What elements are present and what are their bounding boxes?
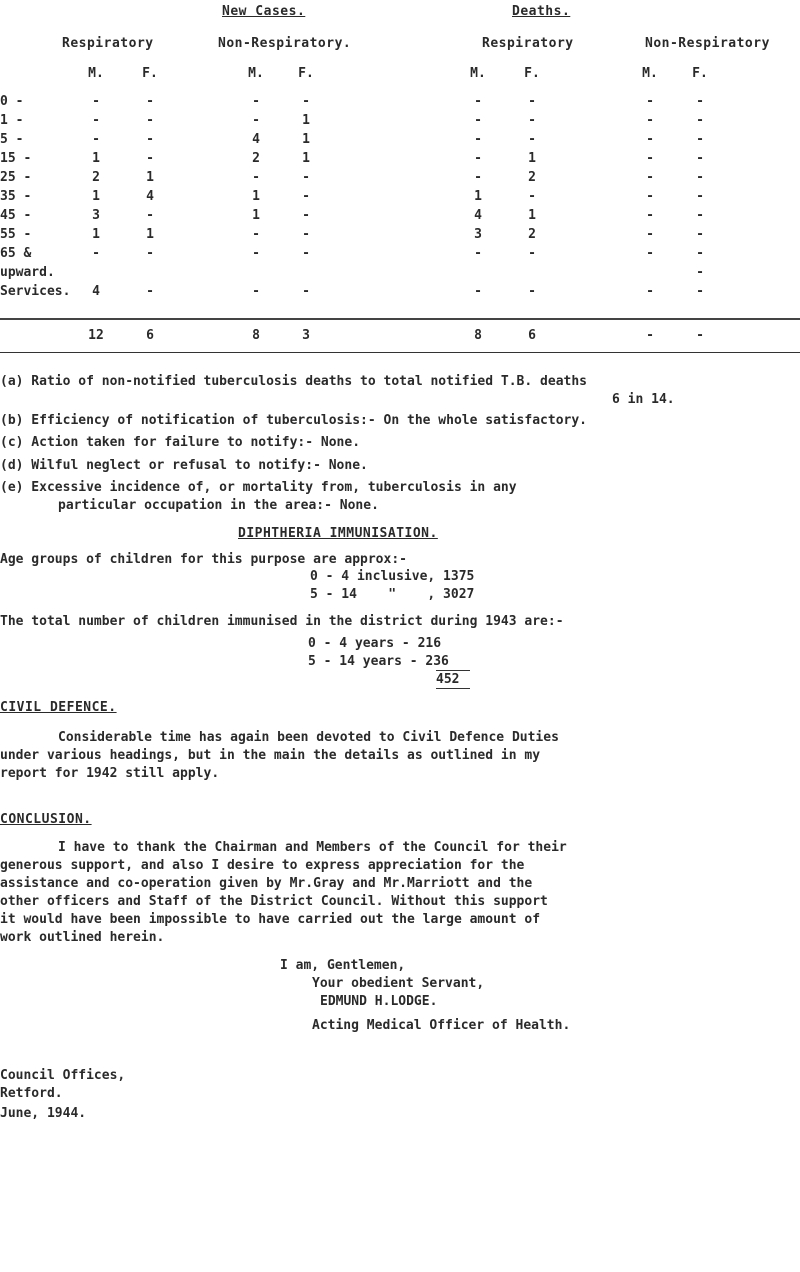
- col-heading-nonrespiratory-deaths: Non-Respiratory: [645, 36, 770, 51]
- table-cell: 3: [92, 208, 100, 223]
- age-group-label: Services.: [0, 284, 71, 299]
- question-b: (b) Efficiency of notification of tuberculosis:- On the whole satisfactory.: [0, 413, 587, 428]
- age-group-label: 25 -: [0, 170, 32, 185]
- table-cell: -: [646, 246, 654, 261]
- conclusion-line-4: other officers and Staff of the District Council. Without this support: [0, 894, 548, 909]
- sex-heading: F.: [298, 66, 314, 81]
- sum-rule: [436, 670, 470, 671]
- table-cell: -: [528, 246, 536, 261]
- conclusion-line-5: it would have been impossible to have carried out the large amount of: [0, 912, 541, 927]
- table-cell: 4: [92, 284, 100, 299]
- table-cell: 2: [252, 151, 260, 166]
- new-cases-heading: New Cases.: [222, 4, 306, 19]
- table-cell: 4: [146, 189, 154, 204]
- civil-defence-line-3: report for 1942 still apply.: [0, 766, 220, 781]
- table-cell: -: [252, 170, 260, 185]
- question-a: (a) Ratio of non-notified tuberculosis deaths to total notified T.B. deaths: [0, 374, 587, 389]
- question-c: (c) Action taken for failure to notify:- None.: [0, 435, 361, 450]
- table-cell: -: [646, 94, 654, 109]
- table-rule: [0, 318, 800, 320]
- conclusion-line-3: assistance and co-operation given by Mr.Gray and Mr.Marriott and the: [0, 876, 533, 891]
- immunised-0-4: 0 - 4 years - 216: [308, 636, 442, 651]
- immunised-line: The total number of children immunised in the district during 1943 are:-: [0, 614, 564, 629]
- table-cell: -: [696, 94, 704, 109]
- table-cell: -: [252, 227, 260, 242]
- table-cell: -: [696, 208, 704, 223]
- table-cell: -: [252, 246, 260, 261]
- table-cell: 2: [528, 227, 536, 242]
- table-cell: -: [474, 170, 482, 185]
- age-group-label: 35 -: [0, 189, 32, 204]
- table-cell: 1: [528, 151, 536, 166]
- table-cell: -: [252, 284, 260, 299]
- table-cell: 1: [252, 208, 260, 223]
- table-cell: -: [696, 132, 704, 147]
- age-group-label: 45 -: [0, 208, 32, 223]
- table-cell: -: [146, 132, 154, 147]
- table-cell: 1: [146, 227, 154, 242]
- table-cell: -: [696, 227, 704, 242]
- table-cell: -: [146, 284, 154, 299]
- conclusion-line-6: work outlined herein.: [0, 930, 165, 945]
- signatory-title: Acting Medical Officer of Health.: [312, 1018, 571, 1033]
- table-cell: 1: [302, 132, 310, 147]
- table-cell: 2: [528, 170, 536, 185]
- table-cell: 1: [92, 189, 100, 204]
- address-line-2: Retford.: [0, 1086, 63, 1101]
- table-cell: 1: [92, 227, 100, 242]
- immunised-total: 452: [436, 672, 460, 687]
- table-cell: 2: [92, 170, 100, 185]
- col-heading-respiratory-cases: Respiratory: [62, 36, 154, 51]
- sex-heading: M.: [642, 66, 658, 81]
- age-group-label: 55 -: [0, 227, 32, 242]
- conclusion-line-2: generous support, and also I desire to express appreciation for the: [0, 858, 525, 873]
- table-cell: -: [474, 151, 482, 166]
- address-date: June, 1944.: [0, 1106, 87, 1121]
- diphtheria-heading: DIPHTHERIA IMMUNISATION.: [238, 526, 438, 541]
- table-cell: -: [302, 246, 310, 261]
- table-cell: 4: [474, 208, 482, 223]
- total-cell: -: [646, 328, 654, 343]
- signatory-name: EDMUND H.LODGE.: [320, 994, 438, 1009]
- table-cell: -: [528, 189, 536, 204]
- table-cell: -: [252, 113, 260, 128]
- age-groups-line: Age groups of children for this purpose are approx:-: [0, 552, 407, 567]
- deaths-heading: Deaths.: [512, 4, 571, 19]
- total-cell: 12: [88, 328, 104, 343]
- table-cell: -: [302, 227, 310, 242]
- question-e-cont: particular occupation in the area:- None.: [58, 498, 379, 513]
- question-d: (d) Wilful neglect or refusal to notify:- None.: [0, 458, 368, 473]
- table-cell: -: [646, 170, 654, 185]
- sex-heading: F.: [692, 66, 708, 81]
- table-cell: -: [302, 170, 310, 185]
- total-cell: -: [696, 328, 704, 343]
- sex-heading: M.: [88, 66, 104, 81]
- col-heading-nonrespiratory-cases: Non-Respiratory.: [218, 36, 352, 51]
- table-cell: -: [474, 246, 482, 261]
- salutation: I am, Gentlemen,: [280, 958, 406, 973]
- table-cell: -: [646, 132, 654, 147]
- total-cell: 6: [146, 328, 154, 343]
- table-cell: -: [528, 132, 536, 147]
- table-cell: 1: [302, 151, 310, 166]
- table-cell: -: [92, 113, 100, 128]
- table-cell: -: [646, 208, 654, 223]
- table-cell: -: [646, 227, 654, 242]
- table-cell: -: [474, 284, 482, 299]
- table-cell: -: [696, 284, 704, 299]
- total-cell: 3: [302, 328, 310, 343]
- table-cell: -: [646, 189, 654, 204]
- conclusion-heading: CONCLUSION.: [0, 812, 92, 827]
- table-cell: -: [646, 284, 654, 299]
- total-cell: 8: [474, 328, 482, 343]
- table-cell: -: [474, 113, 482, 128]
- col-heading-respiratory-deaths: Respiratory: [482, 36, 574, 51]
- table-cell: -: [92, 246, 100, 261]
- table-cell: -: [646, 113, 654, 128]
- question-e: (e) Excessive incidence of, or mortality from, tuberculosis in any: [0, 480, 517, 495]
- age-group-label: upward.: [0, 265, 55, 280]
- table-cell: 4: [252, 132, 260, 147]
- conclusion-line-1: I have to thank the Chairman and Members of the Council for their: [58, 840, 567, 855]
- age-group-5-14: 5 - 14 " , 3027: [310, 587, 475, 602]
- table-cell: 3: [474, 227, 482, 242]
- table-cell: -: [696, 170, 704, 185]
- table-cell: -: [146, 113, 154, 128]
- table-cell: -: [302, 94, 310, 109]
- table-cell: -: [92, 94, 100, 109]
- table-cell: -: [302, 208, 310, 223]
- table-cell: -: [146, 151, 154, 166]
- age-group-0-4: 0 - 4 inclusive, 1375: [310, 569, 475, 584]
- age-group-label: 0 -: [0, 94, 24, 109]
- table-cell: -: [528, 284, 536, 299]
- table-cell: -: [696, 151, 704, 166]
- table-cell: 1: [92, 151, 100, 166]
- table-cell: 1: [252, 189, 260, 204]
- table-cell: -: [92, 132, 100, 147]
- age-group-label: 1 -: [0, 113, 24, 128]
- question-a-cont: 6 in 14.: [612, 392, 675, 407]
- table-cell: -: [696, 246, 704, 261]
- table-cell: 1: [302, 113, 310, 128]
- table-cell: 1: [146, 170, 154, 185]
- sex-heading: F.: [524, 66, 540, 81]
- address-line-1: Council Offices,: [0, 1068, 126, 1083]
- table-cell: -: [474, 132, 482, 147]
- table-cell: -: [474, 94, 482, 109]
- table-cell: -: [528, 113, 536, 128]
- table-cell: -: [302, 189, 310, 204]
- age-group-label: 5 -: [0, 132, 24, 147]
- immunised-5-14: 5 - 14 years - 236: [308, 654, 449, 669]
- table-cell: 1: [474, 189, 482, 204]
- sex-heading: F.: [142, 66, 158, 81]
- civil-defence-heading: CIVIL DEFENCE.: [0, 700, 117, 715]
- table-cell: -: [696, 189, 704, 204]
- table-cell: -: [528, 94, 536, 109]
- sum-rule-bottom: [436, 688, 470, 689]
- table-cell: -: [252, 94, 260, 109]
- civil-defence-line-2: under various headings, but in the main the details as outlined in my: [0, 748, 541, 763]
- table-cell: -: [146, 246, 154, 261]
- table-cell: -: [302, 284, 310, 299]
- sex-heading: M.: [470, 66, 486, 81]
- sex-heading: M.: [248, 66, 264, 81]
- table-cell: -: [696, 113, 704, 128]
- table-cell: 1: [528, 208, 536, 223]
- civil-defence-line-1: Considerable time has again been devoted to Civil Defence Duties: [58, 730, 559, 745]
- table-cell: -: [646, 151, 654, 166]
- age-group-label: 65 &: [0, 246, 32, 261]
- total-cell: 8: [252, 328, 260, 343]
- total-cell: 6: [528, 328, 536, 343]
- obedient-servant: Your obedient Servant,: [312, 976, 485, 991]
- table-cell: -: [696, 265, 704, 280]
- age-group-label: 15 -: [0, 151, 32, 166]
- table-cell: -: [146, 94, 154, 109]
- table-rule-bottom: [0, 352, 800, 353]
- table-cell: -: [146, 208, 154, 223]
